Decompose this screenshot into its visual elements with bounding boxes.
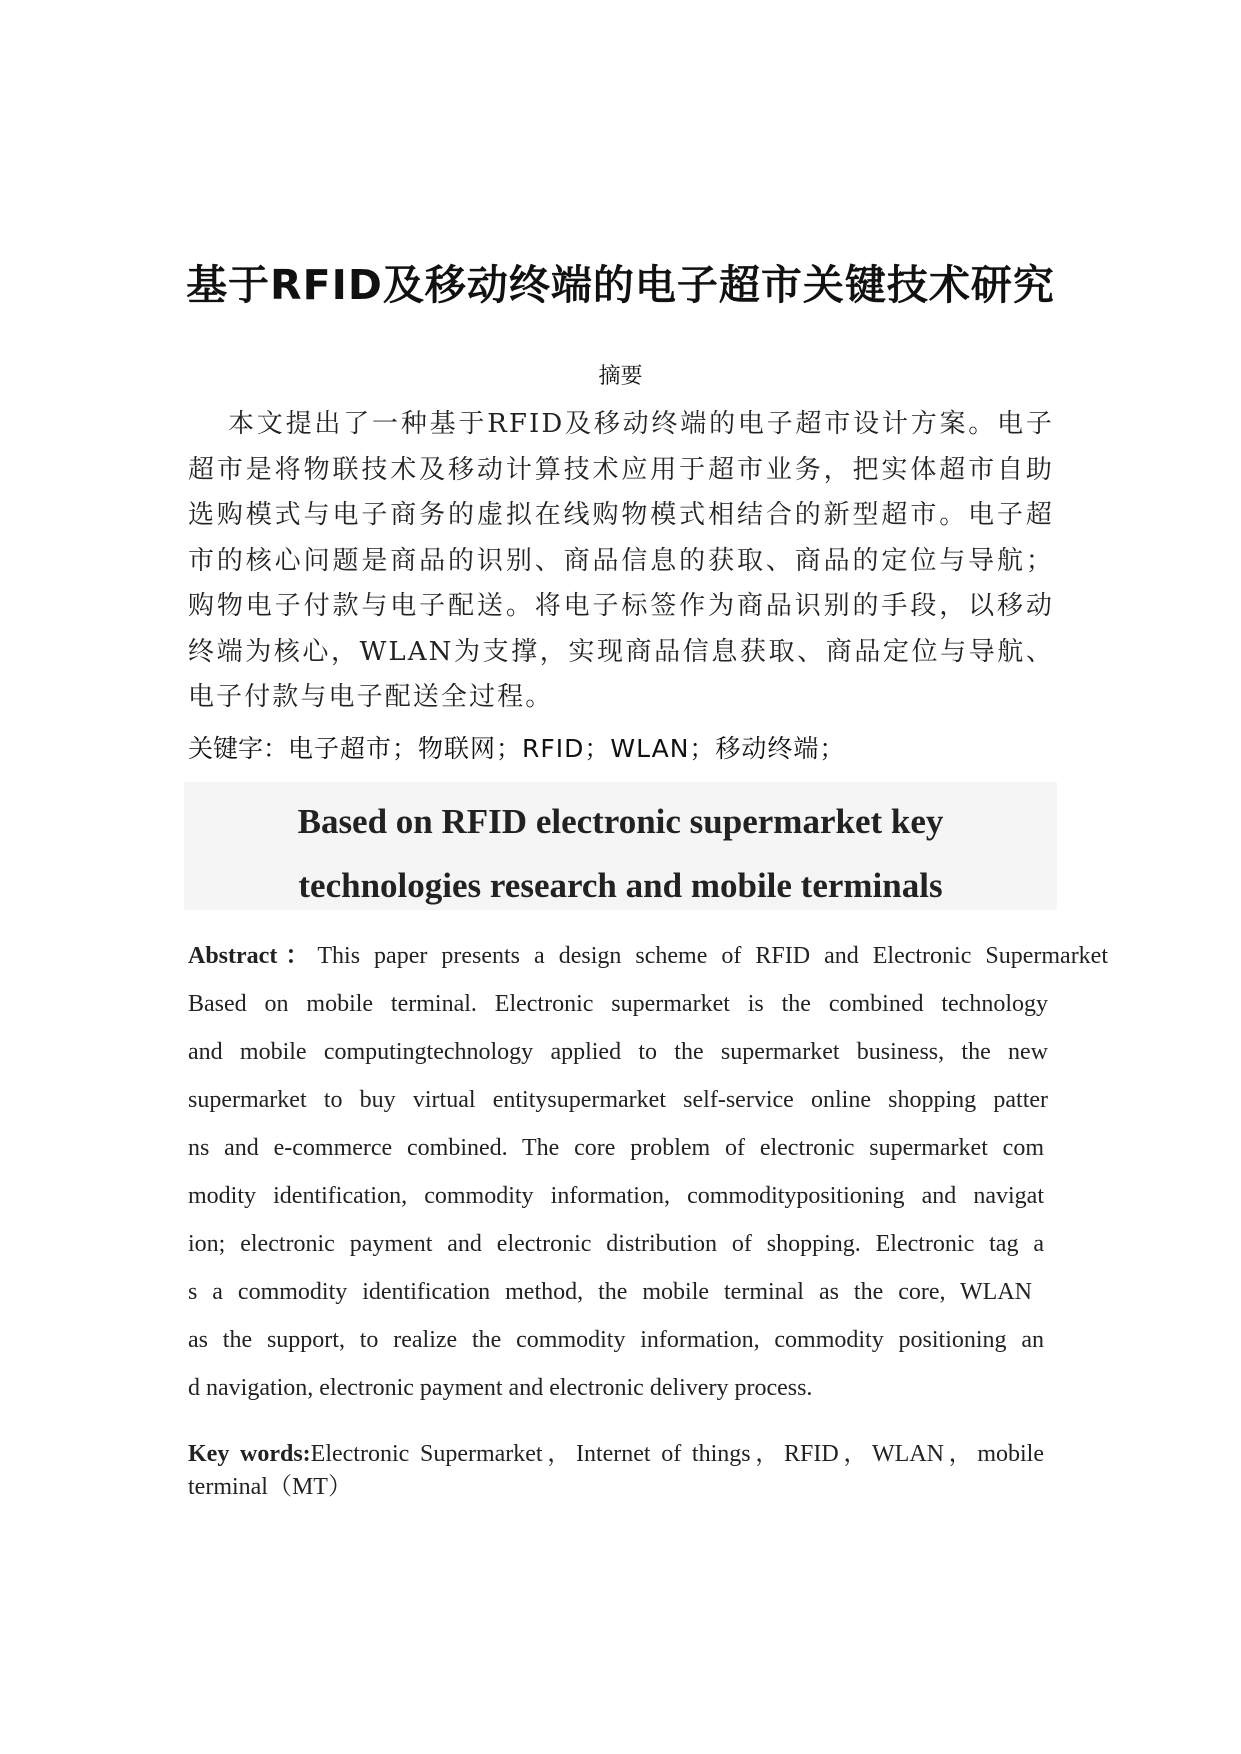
chinese-keywords (188, 731, 1068, 767)
english-abstract-line: Based on mobile terminal. Electronic supermarket is the combined technology (188, 991, 1048, 1017)
english-abstract-line: as the support, to realize the commodity information, commodity positioning an (188, 1327, 1044, 1353)
english-title-line-1: Based on RFID electronic supermarket key (297, 802, 944, 841)
english-abstract-line: modity identification, commodity information, commoditypositioning and navigat (188, 1183, 1044, 1209)
english-abstract-line: and mobile computingtechnology applied to the supermarket business, the new (188, 1039, 1048, 1065)
chinese-keywords-label: 关键字： (188, 734, 289, 763)
english-keywords-line-1 (188, 1438, 1044, 1471)
english-abstract-line: ion; electronic payment and electronic distribution of shopping. Electronic tag a (188, 1231, 1044, 1257)
chinese-title: 基于RFID及移动终端的电子超市关键技术研究 (186, 261, 1055, 309)
english-keywords-label: Key words: (188, 1441, 311, 1467)
english-abstract-label: Abstract： (188, 943, 318, 969)
english-abstract-line: d navigation, electronic payment and electronic delivery process. (188, 1375, 813, 1401)
english-keywords-values: Electronic Supermarket，Internet of things，RFID，WLAN，mobile (310, 1441, 1045, 1467)
english-abstract-line (188, 937, 1108, 985)
chinese-keywords-values: 电子超市；物联网；RFID；WLAN；移动终端； (288, 734, 846, 763)
english-abstract (188, 937, 1108, 1417)
english-abstract-text: This paper presents a design scheme of RFID and Electronic Supermarket (317, 943, 1109, 969)
chinese-abstract-heading: 摘要 (598, 364, 643, 389)
english-abstract-line: supermarket to buy virtual entitysupermarket self-service online shopping patter (188, 1087, 1048, 1113)
english-title-line-2: technologies research and mobile terminals (298, 866, 943, 905)
english-keywords-line-2: terminal（MT） (188, 1474, 352, 1500)
english-title-box (184, 782, 1057, 910)
english-abstract-line: ns and e-commerce combined. The core problem of electronic supermarket com (188, 1135, 1044, 1161)
english-abstract-line: s a commodity identification method, the mobile terminal as the core, WLAN (188, 1279, 1032, 1305)
chinese-abstract-body: 本文提出了一种基于RFID及移动终端的电子超市设计方案。电子超市是将物联技术及移动计算技术应用于超市业务，把实体超市自助选购模式与电子商务的虚拟在线购物模式相结合的新型超市。电子超市的核心问题是商品的识别、商品信息的获取、商品的定位与导航；购物电子付款与电子配送。将电子标签作为商品识别的手段，以移动终端为核心，WLAN为支撑，实现商品信息获取、商品定位与导航、电子付款与电子配送全过程。 (188, 409, 1054, 712)
english-keywords (188, 1438, 1044, 1504)
english-title (184, 790, 1057, 918)
